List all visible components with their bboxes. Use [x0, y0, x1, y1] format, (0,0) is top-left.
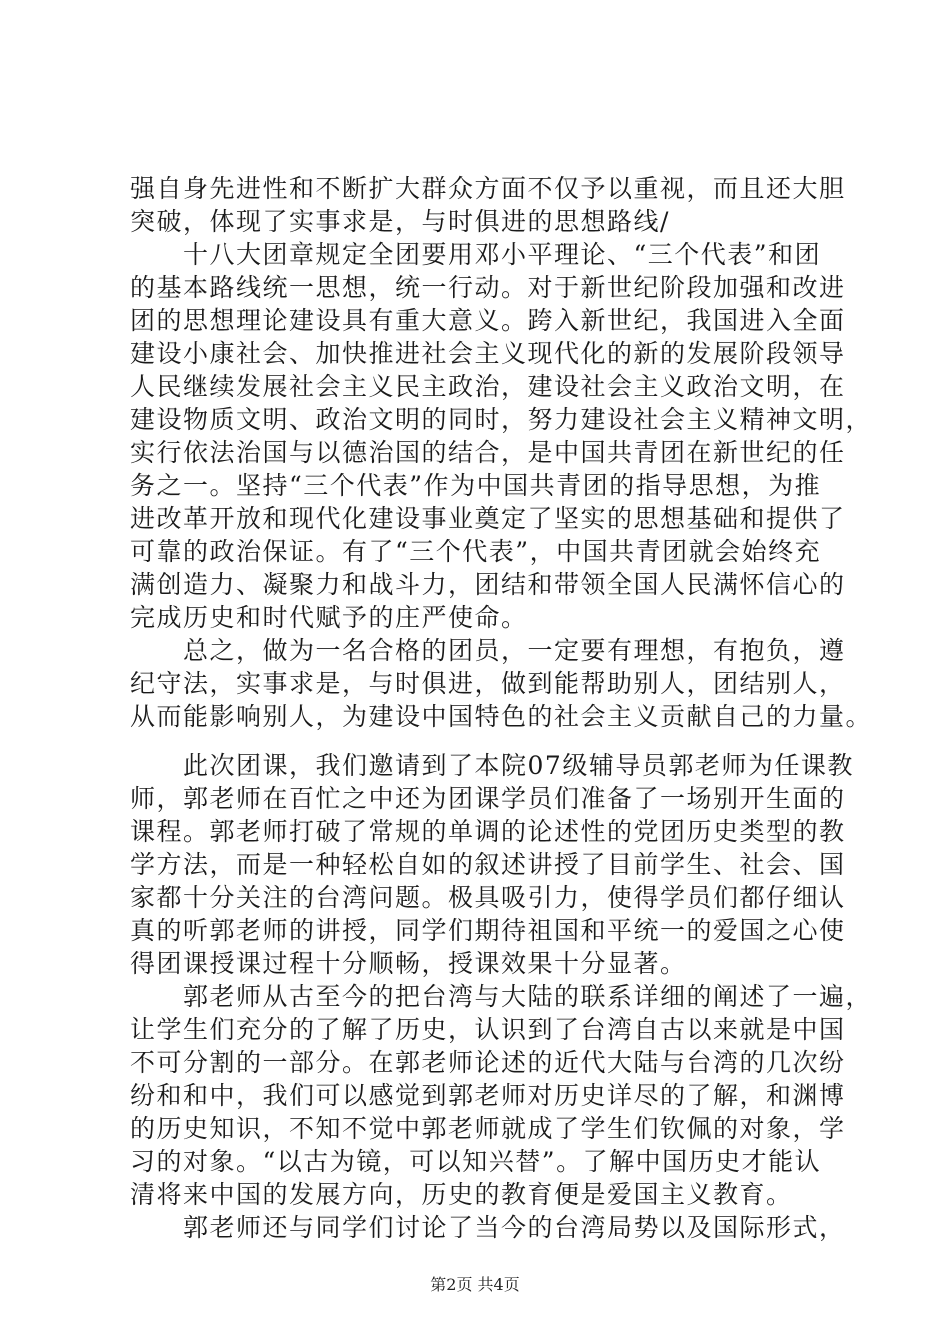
text-line: 建设物质文明、政治文明的同时，努力建设社会主义精神文明，: [130, 405, 873, 434]
text-line: 真的听郭老师的讲授，同学们期待祖国和平统一的爱国之心使: [130, 916, 846, 945]
text-line: 进改革开放和现代化建设事业奠定了坚实的思想基础和提供了: [130, 504, 846, 533]
text-line: 的历史知识，不知不觉中郭老师就成了学生们钦佩的对象，学: [130, 1114, 846, 1143]
text-line: 习的对象。“以古为镜，可以知兴替”。了解中国历史才能认: [130, 1147, 822, 1176]
text-line: 纷和和中，我们可以感觉到郭老师对历史详尽的了解，和渊博: [130, 1081, 846, 1110]
text-line: 突破，体现了实事求是，与时俱进的思想路线/: [130, 207, 670, 236]
text-line: 团的思想理论建设具有重大意义。跨入新世纪，我国进入全面: [130, 306, 846, 335]
text-line: 得团课授课过程十分顺畅，授课效果十分显著。: [130, 949, 687, 978]
text-line: 完成历史和时代赋予的庄严使命。: [130, 603, 528, 632]
text-line: 家都十分关注的台湾问题。极具吸引力，使得学员们都仔细认: [130, 883, 846, 912]
text-line: 课程。郭老师打破了常规的单调的论述性的党团历史类型的教: [130, 817, 846, 846]
text-line: 满创造力、凝聚力和战斗力，团结和带领全国人民满怀信心的: [130, 570, 846, 599]
text-line: 务之一。坚持“三个代表”作为中国共青团的指导思想，为推: [130, 471, 822, 500]
text-line: 清将来中国的发展方向，历史的教育便是爱国主义教育。: [130, 1180, 793, 1209]
text-line: 此次团课，我们邀请到了本院07级辅导员郭老师为任课教: [130, 751, 854, 780]
text-line: 十八大团章规定全团要用邓小平理论、“三个代表”和团: [130, 240, 822, 269]
text-line: 建设小康社会、加快推进社会主义现代化的新的发展阶段领导: [130, 339, 846, 368]
text-line: 实行依法治国与以德治国的结合，是中国共青团在新世纪的任: [130, 438, 846, 467]
text-line: 强自身先进性和不断扩大群众方面不仅予以重视，而且还大胆: [130, 174, 846, 203]
text-line: 学方法，而是一种轻松自如的叙述讲授了目前学生、社会、国: [130, 850, 846, 879]
text-line: 的基本路线统一思想，统一行动。对于新世纪阶段加强和改进: [130, 273, 846, 302]
text-line: 郭老师从古至今的把台湾与大陆的联系详细的阐述了一遍，: [130, 982, 873, 1011]
text-line: 郭老师还与同学们讨论了当今的台湾局势以及国际形式，: [130, 1213, 846, 1242]
text-line: 纪守法，实事求是，与时俱进，做到能帮助别人，团结别人，: [130, 669, 846, 698]
text-line: 可靠的政治保证。有了“三个代表”，中国共青团就会始终充: [130, 537, 822, 566]
text-line: 人民继续发展社会主义民主政治，建设社会主义政治文明，在: [130, 372, 846, 401]
text-line: 师，郭老师在百忙之中还为团课学员们准备了一场别开生面的: [130, 784, 846, 813]
text-line: 让学生们充分的了解了历史，认识到了台湾自古以来就是中国: [130, 1015, 846, 1044]
text-line: 不可分割的一部分。在郭老师论述的近代大陆与台湾的几次纷: [130, 1048, 846, 1077]
text-line: 从而能影响别人，为建设中国特色的社会主义贡献自己的力量。: [130, 702, 873, 731]
text-line: 总之，做为一名合格的团员，一定要有理想，有抱负，遵: [130, 636, 846, 665]
page-footer: 第2页 共4页: [430, 1275, 520, 1294]
